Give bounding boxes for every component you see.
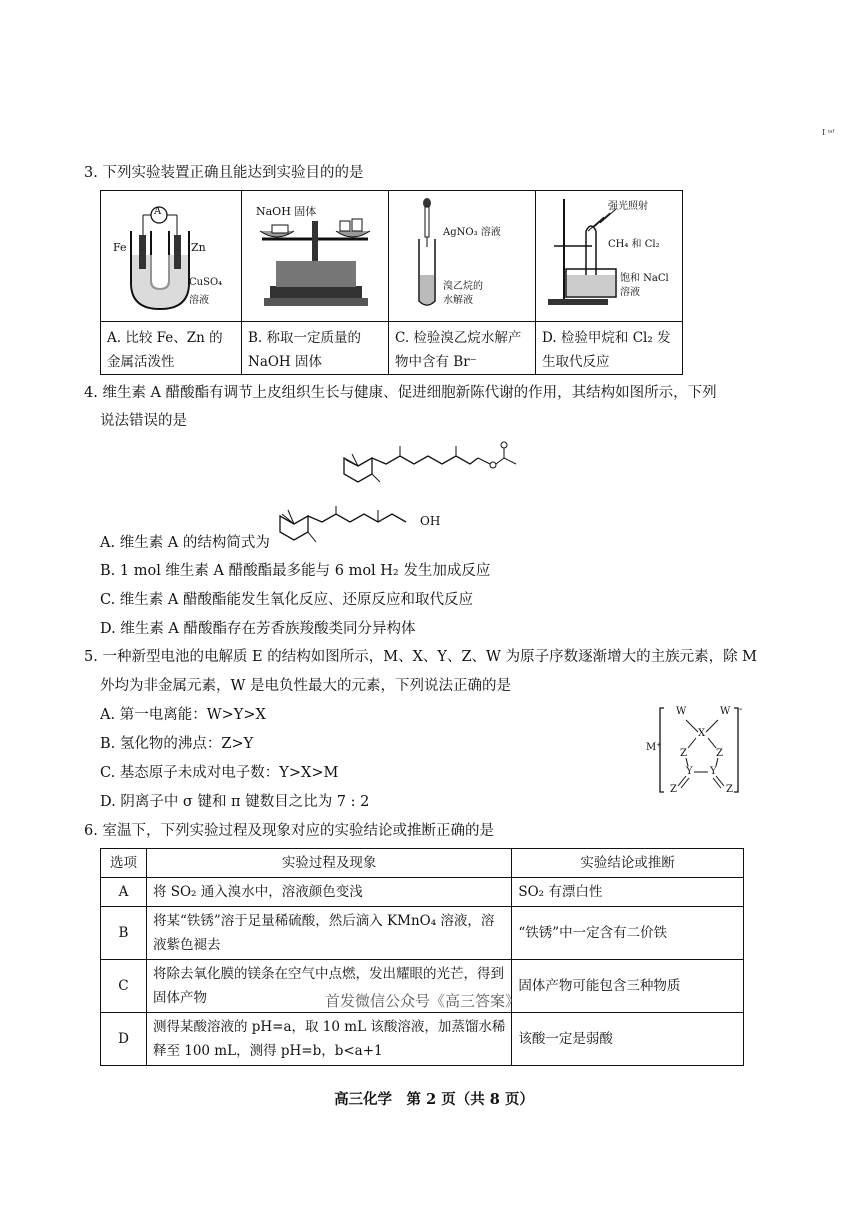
q4-stem-line1: 4. 维生素 A 醋酸酯有调节上皮组织生长与健康、促进细胞新陈代谢的作用，其结构如图所示，下列 <box>84 385 717 401</box>
row-process: 测得某酸溶液的 pH=a，取 10 mL 该酸溶液，加蒸馏水稀释至 100 mL，测得 pH=b，b<a+1 <box>146 1013 511 1066</box>
bromoethane-label: 溴乙烷的 <box>443 281 483 292</box>
q3-stem: 3. 下列实验装置正确且能达到实验目的的是 <box>84 165 364 181</box>
page-footer: 高三化学 第 2 页（共 8 页） <box>334 1091 534 1108</box>
corner-mark: I ⁱᵃᶠ <box>822 128 835 137</box>
row-option: D <box>101 1013 147 1066</box>
atom-z-bottom-right: Z <box>726 784 733 795</box>
table-row <box>101 907 744 960</box>
q3-panel-d-figure <box>536 191 683 322</box>
header-option: 选项 <box>101 849 147 878</box>
q4-option-a: A. 维生素 A 的结构简式为 <box>100 535 270 551</box>
atom-y-left: Y <box>686 766 693 777</box>
atom-w-left: W <box>676 706 687 717</box>
atom-x: X <box>698 728 706 739</box>
q6-stem: 6. 室温下，下列实验过程及现象对应的实验结论或推断正确的是 <box>84 823 494 839</box>
fe-label: Fe <box>113 241 127 254</box>
agno3-label: AgNO₃ 溶液 <box>443 227 501 238</box>
q3-panel-c-figure <box>389 191 536 322</box>
q3-option-a: A. 比较 Fe、Zn 的金属活泼性 <box>101 322 242 375</box>
zn-label: Zn <box>191 241 206 254</box>
q5-stem-line2: 外均为非金属元素，W 是电负性最大的元素，下列说法正确的是 <box>100 678 512 694</box>
row-conclusion: 固体产物可能包含三种物质 <box>512 960 744 1013</box>
anion-charge: - <box>739 704 743 715</box>
ch4-cl2-label: CH₄ 和 Cl₂ <box>608 239 660 250</box>
q5-option-c: C. 基态原子未成对电子数：Y>X>M <box>100 765 339 781</box>
atom-z-bottom-left: Z <box>670 784 677 795</box>
row-process: 将除去氧化膜的镁条在空气中点燃，发出耀眼的光芒，得到固体产物 <box>146 960 511 1013</box>
row-conclusion: “铁锈”中一定含有二价铁 <box>512 907 744 960</box>
q4-option-d: D. 维生素 A 醋酸酯存在芳香族羧酸类同分异构体 <box>100 621 416 637</box>
row-process: 将某“铁锈”溶于足量稀硫酸，然后滴入 KMnO₄ 溶液，溶液紫色褪去 <box>146 907 511 960</box>
q3-option-d: D. 检验甲烷和 Cl₂ 发生取代反应 <box>536 322 683 375</box>
cuso4-label: CuSO₄ <box>189 277 223 288</box>
q4-option-b: B. 1 mol 维生素 A 醋酸酯最多能与 6 mol H₂ 发生加成反应 <box>100 563 491 579</box>
header-conclusion: 实验结论或推断 <box>512 849 744 878</box>
nacl-solution-label: 溶液 <box>620 287 640 298</box>
q3-panel-a-figure <box>101 191 242 322</box>
table-row <box>101 1013 744 1066</box>
q5-option-b: B. 氢化物的沸点：Z>Y <box>100 736 254 752</box>
row-process: 将 SO₂ 通入溴水中，溶液颜色变浅 <box>146 878 511 907</box>
row-conclusion: 该酸一定是弱酸 <box>512 1013 744 1066</box>
watermark: 首发微信公众号《高三答案》 <box>325 992 521 1010</box>
q5-option-d: D. 阴离子中 σ 键和 π 键数目之比为 7 : 2 <box>100 794 370 810</box>
naoh-solid-label: NaOH 固体 <box>256 205 317 218</box>
q3-option-c: C. 检验溴乙烷水解产物中含有 Br⁻ <box>389 322 536 375</box>
saturated-nacl-label: 饱和 NaCl <box>620 273 669 284</box>
q4-stem-line2: 说法错误的是 <box>100 413 187 429</box>
q5-option-a: A. 第一电离能：W>Y>X <box>100 707 266 723</box>
atom-w-right: W <box>720 706 731 717</box>
atom-z-right: Z <box>716 748 723 759</box>
ammeter-label: A <box>154 206 162 217</box>
oh-label: OH <box>420 514 441 528</box>
table-row <box>101 878 744 907</box>
atom-y-right: Y <box>710 766 717 777</box>
header-process: 实验过程及现象 <box>146 849 511 878</box>
row-option: C <box>101 960 147 1013</box>
q6-header-row <box>101 849 744 878</box>
electrolyte-e-structure <box>646 704 746 796</box>
cation-m: M⁺ <box>646 742 662 753</box>
solution-label: 溶液 <box>189 295 209 306</box>
q6-table <box>100 848 744 1066</box>
galvanic-cell-figure <box>101 191 241 317</box>
q5-stem-line1: 5. 一种新型电池的电解质 E 的结构如图所示，M、X、Y、Z、W 为原子序数逐渐增大的主族元素，除 M <box>84 649 758 665</box>
hydrolysate-label: 水解液 <box>443 295 473 306</box>
row-option: B <box>101 907 147 960</box>
q3-option-b: B. 称取一定质量的 NaOH 固体 <box>242 322 389 375</box>
q4-option-c: C. 维生素 A 醋酸酯能发生氧化反应、还原反应和取代反应 <box>100 592 473 608</box>
strong-light-label: 强光照射 <box>608 201 648 212</box>
vitamin-a-acetate-structure <box>330 436 520 500</box>
vitamin-a-structure <box>272 502 422 554</box>
row-conclusion: SO₂ 有漂白性 <box>512 878 744 907</box>
q3-panel-b-figure <box>242 191 389 322</box>
atom-z-left: Z <box>680 748 687 759</box>
row-option: A <box>101 878 147 907</box>
q3-apparatus-table <box>100 190 683 375</box>
